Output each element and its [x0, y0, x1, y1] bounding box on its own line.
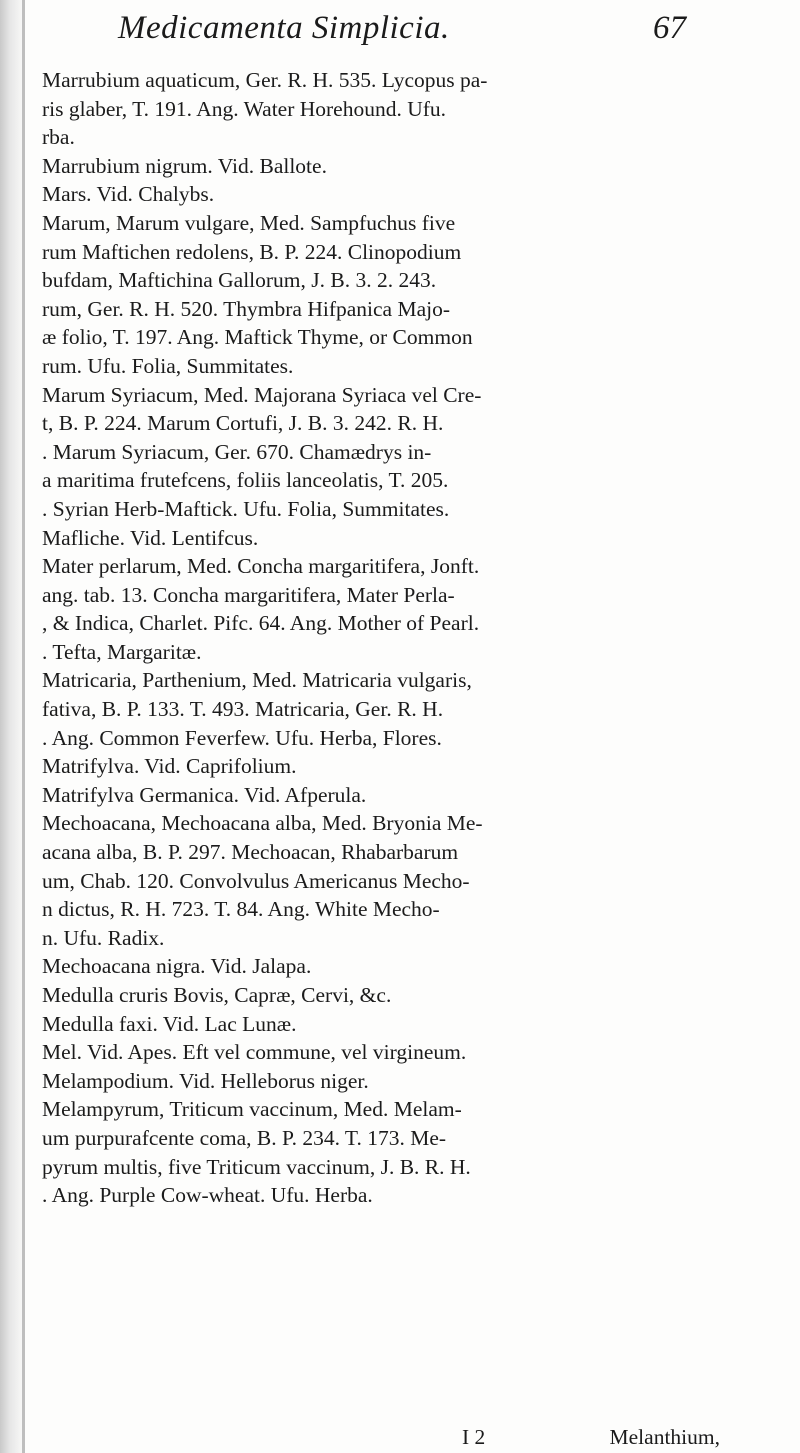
- text-line: Mars. Vid. Chalybs.: [42, 182, 215, 207]
- text-line: um purpurafcente coma, B. P. 234. T. 173. Me-: [42, 1125, 447, 1150]
- text-line: . Syrian Herb-Maftick. Ufu. Folia, Summitates.: [42, 496, 450, 521]
- text-line: Melampodium. Vid. Helleborus niger.: [42, 1068, 369, 1093]
- text-line: rum Maftichen redolens, B. P. 224. Clinopodium: [42, 239, 462, 264]
- text-line: Mel. Vid. Apes. Eft vel commune, vel virgineum.: [42, 1040, 467, 1065]
- text-line: Marrubium nigrum. Vid. Ballote.: [42, 153, 327, 178]
- text-line: acana alba, B. P. 297. Mechoacan, Rhabarbarum: [42, 840, 459, 865]
- entry-text: [42, 66, 772, 1210]
- text-line: Mechoacana nigra. Vid. Jalapa.: [42, 954, 312, 979]
- text-line: Matrifylva. Vid. Caprifolium.: [42, 754, 297, 779]
- text-line: Medulla cruris Bovis, Capræ, Cervi, &c.: [42, 983, 392, 1007]
- text-line: Medulla faxi. Vid. Lac Lunæ.: [42, 1011, 297, 1036]
- text-line: , & Indica, Charlet. Pifc. 64. Ang. Mother of Pearl.: [42, 611, 480, 636]
- catchword: Melanthium,: [609, 1425, 720, 1449]
- text-line: rba.: [42, 125, 75, 150]
- text-line: bufdam, Maftichina Gallorum, J. B. 3. 2. 243.: [42, 268, 437, 293]
- text-line: ris glaber, T. 191. Ang. Water Horehound. Ufu.: [42, 96, 447, 121]
- signature-mark: I 2: [462, 1425, 486, 1449]
- text-line: . Ang. Purple Cow-wheat. Ufu. Herba.: [42, 1183, 373, 1208]
- text-line: Melampyrum, Triticum vaccinum, Med. Melam-: [42, 1097, 462, 1122]
- text-line: . Tefta, Margaritæ.: [42, 639, 202, 664]
- text-line: n dictus, R. H. 723. T. 84. Ang. White Mecho-: [42, 897, 440, 922]
- text-line: . Marum Syriacum, Ger. 670. Chamædrys in-: [42, 439, 432, 464]
- page-header: [118, 10, 686, 60]
- binding-gutter: [0, 0, 22, 1453]
- text-line: Marum, Marum vulgare, Med. Sampfuchus five: [42, 210, 456, 235]
- page-footer: [42, 1423, 772, 1451]
- text-line: Marrubium aquaticum, Ger. R. H. 535. Lycopus pa-: [42, 68, 488, 92]
- text-line: Mater perlarum, Med. Concha margaritifera, Jonft.: [42, 554, 480, 579]
- text-line: n. Ufu. Radix.: [42, 925, 165, 950]
- text-line: um, Chab. 120. Convolvulus Americanus Mecho-: [42, 868, 470, 893]
- text-line: fativa, B. P. 133. T. 493. Matricaria, Ger. R. H.: [42, 697, 444, 722]
- text-line: Marum Syriacum, Med. Majorana Syriaca vel Cre-: [42, 382, 482, 407]
- text-line: a maritima frutefcens, foliis lanceolatis, T. 205.: [42, 468, 449, 493]
- text-line: Mechoacana, Mechoacana alba, Med. Bryonia Me-: [42, 811, 483, 836]
- text-line: æ folio, T. 197. Ang. Maftick Thyme, or Common: [42, 325, 473, 350]
- text-line: Mafliche. Vid. Lentifcus.: [42, 525, 259, 550]
- page-number: 67: [653, 10, 686, 46]
- text-line: rum, Ger. R. H. 520. Thymbra Hifpanica Majo-: [42, 296, 451, 321]
- binding-edge: [22, 0, 25, 1453]
- text-line: ang. tab. 13. Concha margaritifera, Mater Perla-: [42, 582, 455, 607]
- text-line: t, B. P. 224. Marum Cortufi, J. B. 3. 242. R. H.: [42, 411, 444, 436]
- text-line: Matricaria, Parthenium, Med. Matricaria vulgaris,: [42, 668, 472, 693]
- text-line: rum. Ufu. Folia, Summitates.: [42, 353, 294, 378]
- text-line: . Ang. Common Feverfew. Ufu. Herba, Flores.: [42, 725, 442, 750]
- text-line: Matrifylva Germanica. Vid. Afperula.: [42, 782, 367, 807]
- running-title: Medicamenta Simplicia.: [118, 10, 450, 46]
- text-line: pyrum multis, five Triticum vaccinum, J. B. R. H.: [42, 1154, 471, 1179]
